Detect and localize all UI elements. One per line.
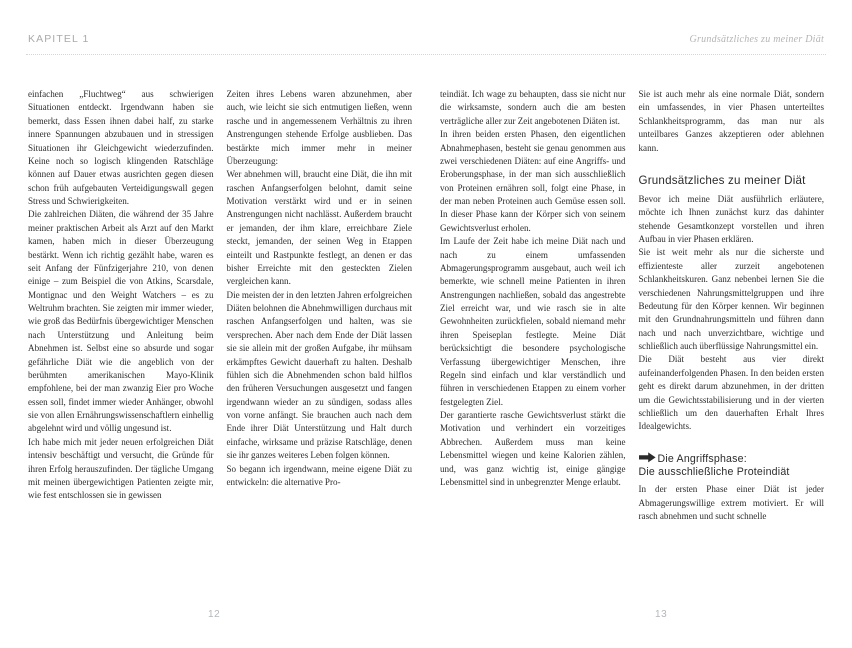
paragraph: Zeiten ihres Lebens waren abzunehmen, aber auch, wie leicht sie sich entmutigen ließen, wenn rasche und in angemessenem Verhältnis zu ihren Anstrengungen stehende Erfolge ausblieben. Das bestärkte mich immer mehr in meiner Überzeugung: xyxy=(226,89,412,166)
chapter-label: KAPITEL 1 xyxy=(28,33,90,45)
phase-subheading xyxy=(639,452,825,480)
phase-subheading-line1: Die Angriffsphase: xyxy=(657,452,747,465)
page-number-left: 12 xyxy=(208,609,221,620)
paragraph: Die zahlreichen Diäten, die während der 35 Jahre meiner praktischen Arbeit als Arzt auf den Markt kamen, haben mich in dieser Überzeugung bestärkt. Wenn ich richtig gezählt habe, waren es seit Anfang der Fünfzigerjahre 210, von denen einige – zum Beispiel die von Atkins, Scarsdale, Montignac und den Weight Watchers – es zu Weltruhm brachten. Sie zeigten mir immer wieder, wie groß das Bedürfnis übergewichtiger Menschen nach Unterstützung und Anleitung beim Abnehmen ist. Selbst eine so absurde und sogar gefährliche Diät wie die angeblich von der berühmten amerikanischen Mayo-Klinik empfohlene, bei der man zwanzig Eier pro Woche essen soll, findet immer wieder Anhänger, obwohl sie von allen Ernährungswissenschaftlern einhellig abgelehnt wird und völlig ungesund ist. xyxy=(28,209,214,434)
paragraph: Sie ist weit mehr als nur die sicherste und effizienteste aller zurzeit angebotenen Schlankheitskuren. Ganz nebenbei lernen Sie die verschiedenen Nahrungsmittelgruppen und ihre Bedeutung für den Körper kennen. Wir beginnen mit den Grundnahrungsmitteln und führen dann nach und nach unverzichtbare, wichtige und schließlich auch überflüssige Nahrungsmittel ein. xyxy=(638,247,824,351)
paragraph: teindiät. Ich wage zu behaupten, dass sie nicht nur die wirksamste, sondern auch die am besten verträgliche aller zur Zeit angebotenen Diäten ist. xyxy=(440,89,626,126)
paragraph: einfachen „Fluchtweg“ aus schwierigen Situationen entdeckt. Irgendwann haben sie bemerkt, dass Essen ihnen dabei half, zu starke innere Spannungen abzubauen und in stressigen Situationen ihr Gleichgewicht wiederzufinden. Keine noch so logisch klingenden Ratschläge können auf Dauer etwas ausrichten gegen diesen schon früh aufgebauten Verteidigungswall gegen Stress und Schwierigkeiten. xyxy=(28,89,214,206)
paragraph: In der ersten Phase einer Diät ist jeder Abmagerungswillige extrem motiviert. Er will rasch abnehmen und sucht schnelle xyxy=(638,484,824,521)
paragraph: Der garantierte rasche Gewichtsverlust stärkt die Motivation und verhindert ein vorzeitiges Abbrechen. Außerdem muss man keine Lebensmittel wiegen und keine Kalorien zählen, und, was ganz wichtig ist, einige gängige Lebensmittel sind in unbegrenzter Menge erlaubt. xyxy=(440,410,626,487)
column-2 xyxy=(227,88,413,588)
paragraph: Die meisten der in den letzten Jahren erfolgreichen Diäten belohnen die Abnehmwilligen durchaus mit raschen Anfangserfolgen und halten, was sie versprechen. Aber nach dem Ende der Diät lassen sie sie allein mit der großen Aufgabe, ihr mühsam erkämpftes Gewicht dauerhaft zu halten. Deshalb fühlen sich die Abnehmenden schon bald hilflos den früheren Versuchungen ausgesetzt und fangen irgendwann wieder an zu sündigen, sodass alles von vorne anfängt. Sie brauchen auch nach dem Ende ihrer Diät Unterstützung und Halt durch einfache, wirksame und präzise Ratschläge, denen sie ihr ganzes weiteres Leben folgen können. xyxy=(226,289,412,461)
page-spread xyxy=(0,88,852,588)
column-4 xyxy=(639,88,825,588)
page-right xyxy=(426,88,852,588)
right-arrow-icon xyxy=(639,452,656,467)
phase-subheading-line2: Die ausschließliche Proteindiät xyxy=(638,466,790,479)
running-header xyxy=(28,33,824,55)
column-3 xyxy=(440,88,626,588)
paragraph: So begann ich irgendwann, meine eigene Diät zu entwickeln: die alternative Pro- xyxy=(226,463,412,487)
header-divider xyxy=(26,54,826,56)
paragraph: Die Diät besteht aus vier direkt aufeinanderfolgenden Phasen. In den beiden ersten geht es direkt darum abzunehmen, in der dritten um die Gewichtsstabilisierung und in der vierten schließlich um den dauerhaften Erhalt Ihres Idealgewichts. xyxy=(638,354,824,432)
section-label: Grundsätzliches zu meiner Diät xyxy=(689,34,824,45)
page-number-right: 13 xyxy=(655,609,668,620)
paragraph: Im Laufe der Zeit habe ich meine Diät nach und nach zu einem umfassenden Abmagerungsprogramm ausgebaut, auch weil ich bemerkte, wie schnell meine Patienten in ihren Anstrengungen nachließen, sobald das angestrebte Ziel erreicht war, und wie rasch sie in alte Gewohnheiten zurückfielen, sobald niemand mehr ihren Speiseplan festlegte. Meine Diät berücksichtigt die besondere psychologische Verfassung übergewichtiger Menschen, ihre Regeln sind einfach und klar verständlich und führen in verschiedenen Etappen zu einem vorher festgelegten Ziel. xyxy=(440,236,626,407)
paragraph: In ihren beiden ersten Phasen, den eigentlichen Abnahmephasen, besteht sie genau genommen aus zwei verschiedenen Diäten: auf eine Angriffs- und Eroberungsphase, in der man sich ausschließlich von Proteinen ernähren soll, folgt eine Phase, in der man neben Proteinen auch Gemüse essen soll. In dieser Phase kann der Körper sich von seinem Gewichtsverlust erholen. xyxy=(440,129,626,233)
column-1 xyxy=(28,88,214,588)
paragraph: Wer abnehmen will, braucht eine Diät, die ihn mit raschen Anfangserfolgen belohnt, damit seine Motivation verstärkt wird und er in seinen Anstrengungen nicht nachlässt. Außerdem braucht er jemanden, der ihm klare, erreichbare Ziele steckt, jemanden, der seinen Weg in Etappen einteilt und Rastpunkte festlegt, an denen er das bisher Erreichte mit den gesteckten Zielen vergleichen kann. xyxy=(226,169,412,287)
section-heading: Grundsätzliches zu meiner Diät xyxy=(638,173,806,187)
paragraph: Ich habe mich mit jeder neuen erfolgreichen Diät intensiv beschäftigt und versucht, die Gründe für ihren Erfolg herauszufinden. Der tägliche Umgang mit meinen übergewichtigen Patienten zeigte mir, wie fest entschlossen sie in gewissen xyxy=(28,436,214,501)
paragraph: Bevor ich meine Diät ausführlich erläutere, möchte ich Ihnen zunächst kurz das dahinter stehende Gesamtkonzept vorstellen und ihren Aufbau in vier Phasen erklären. xyxy=(638,193,824,244)
paragraph: Sie ist auch mehr als eine normale Diät, sondern ein umfassendes, in vier Phasen unterteiltes Schlankheitsprogramm, das man nur als unteilbares Ganzes akzeptieren oder ablehnen kann. xyxy=(638,89,824,153)
page-left xyxy=(0,88,426,588)
